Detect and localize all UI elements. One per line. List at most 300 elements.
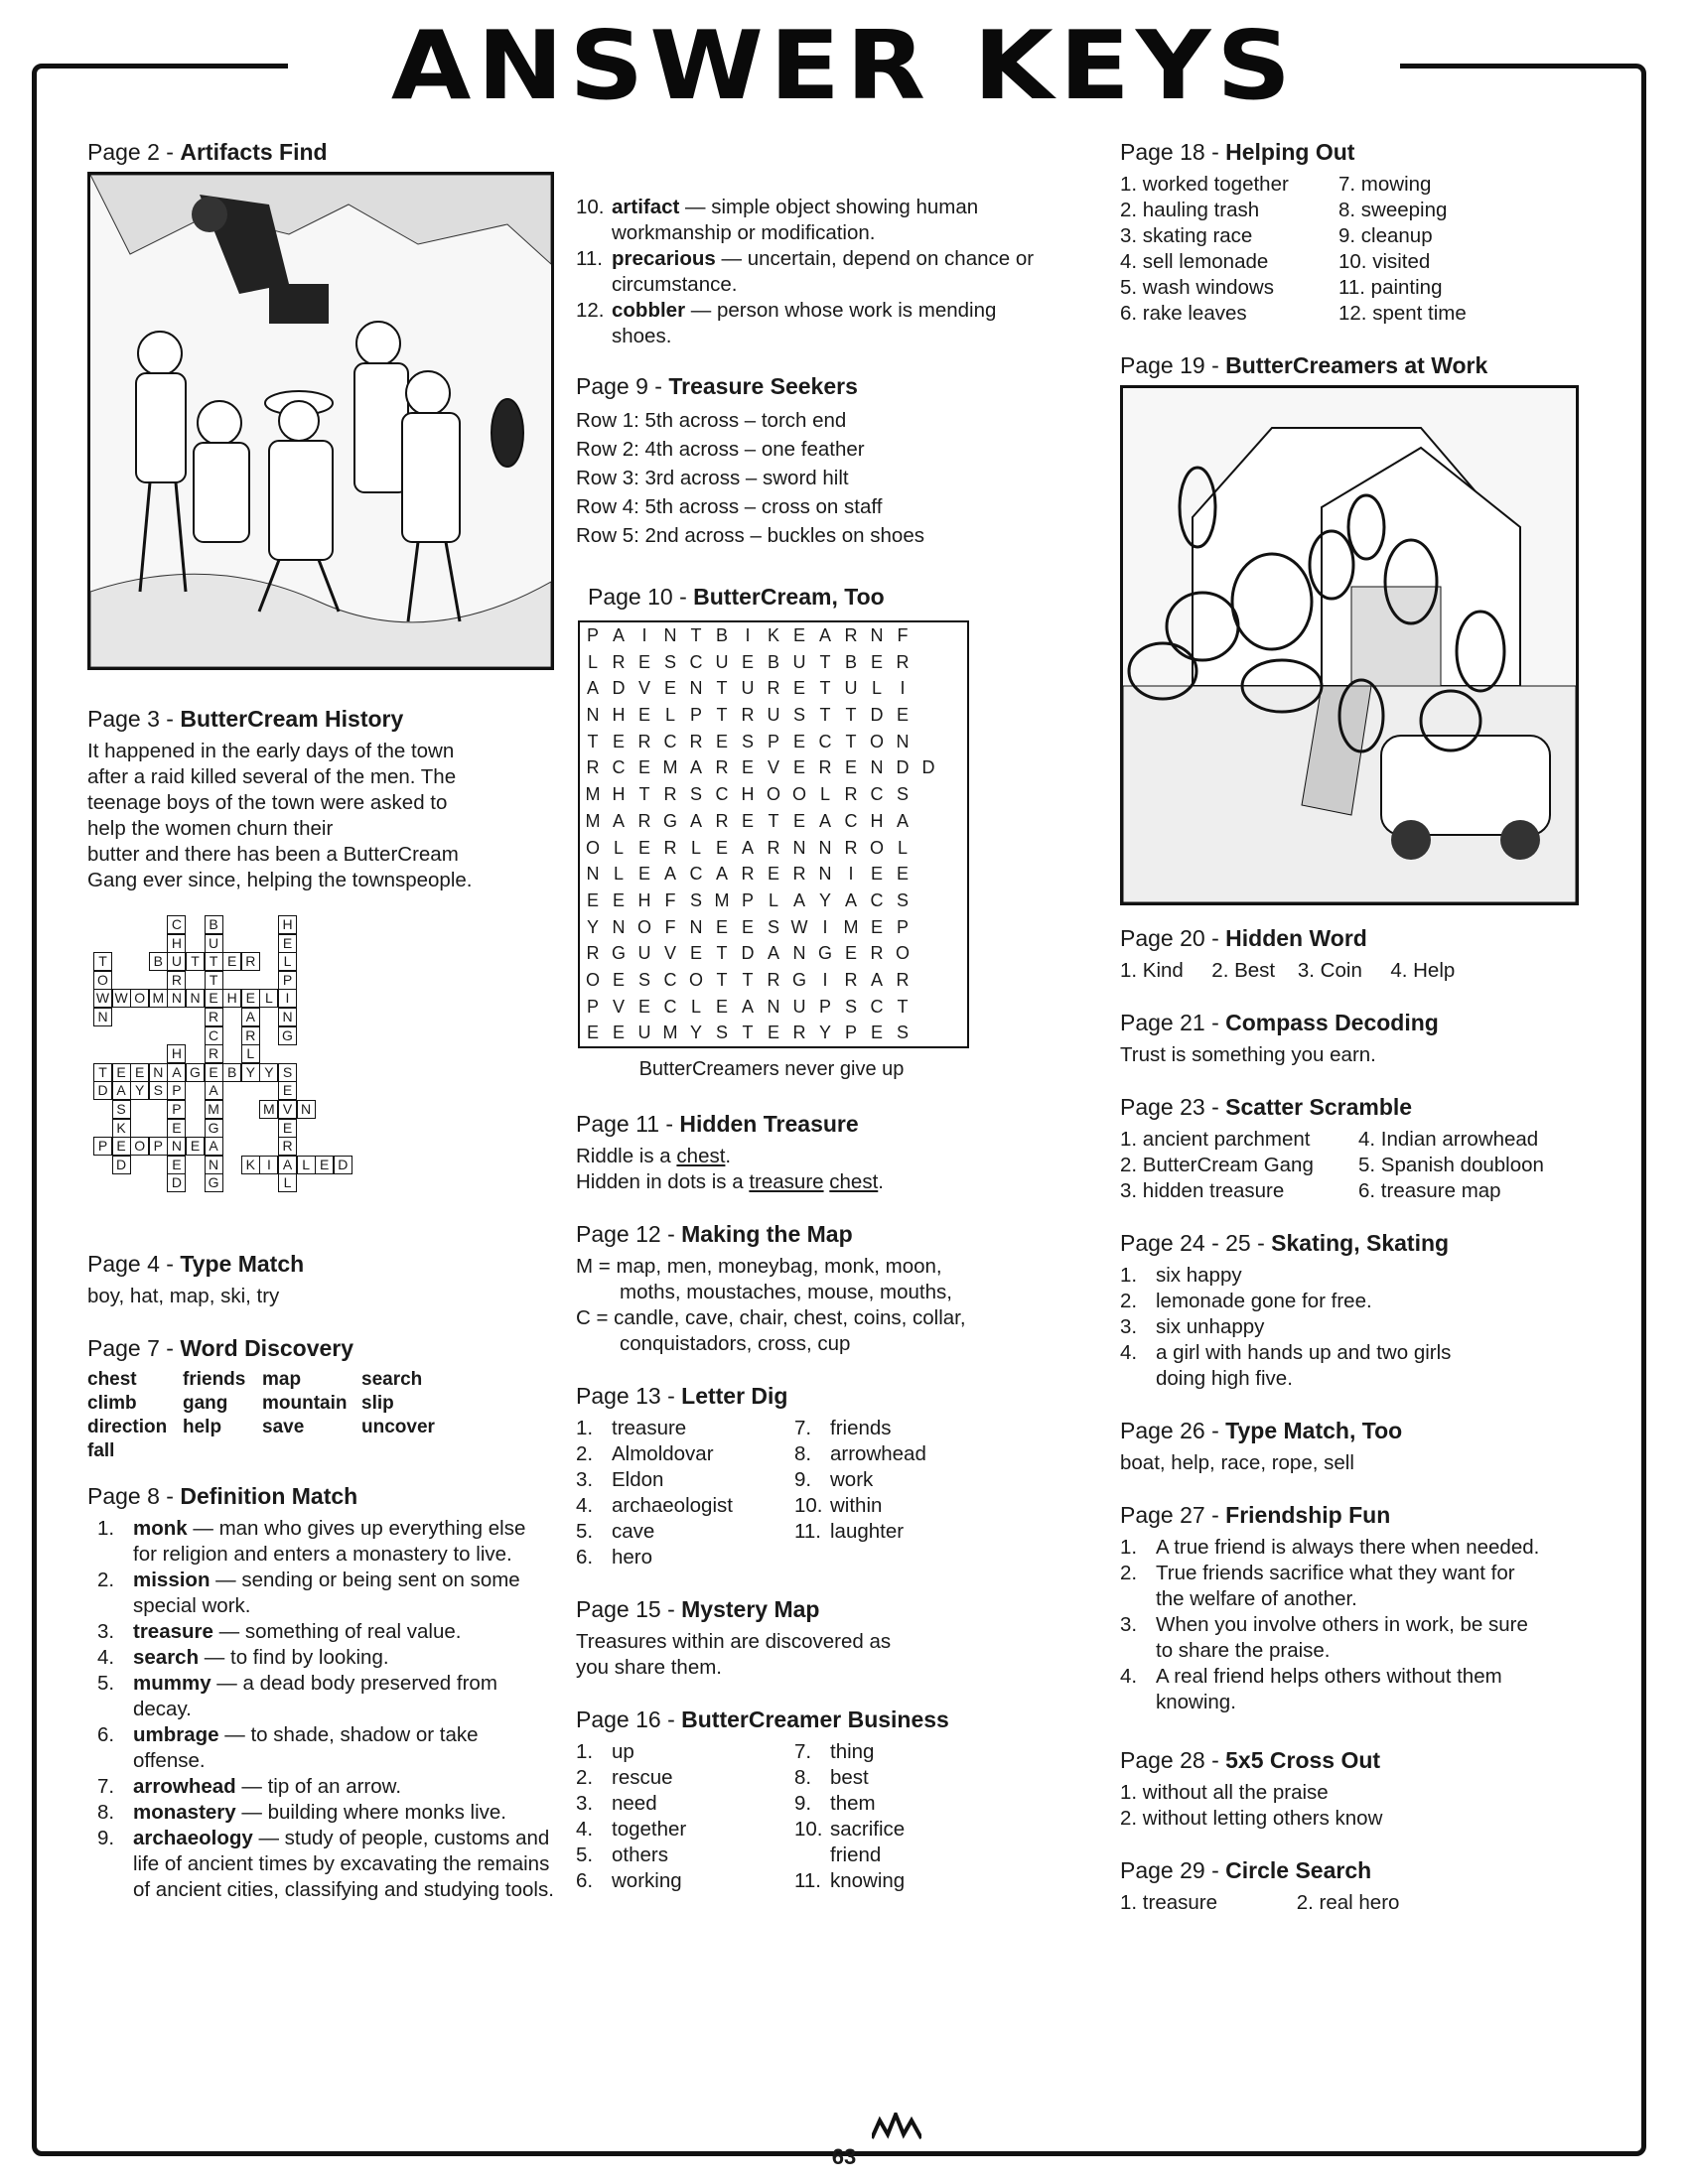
- wordsearch-letter: [941, 729, 967, 755]
- wordsearch-letter: A: [715, 864, 728, 885]
- crossword-answer-grid: [93, 915, 439, 1233]
- definition-item: [97, 1800, 554, 1826]
- wordsearch-letter: E: [637, 651, 650, 672]
- wordsearch-letter: R: [844, 625, 858, 645]
- crossword-cell: N: [205, 1156, 223, 1174]
- crossword-cell: T: [93, 952, 112, 971]
- item-number: 1.: [576, 1740, 594, 1763]
- list-item: [794, 1765, 1043, 1791]
- wordsearch-letter: E: [870, 864, 883, 885]
- wordsearch-letter: C: [844, 810, 858, 831]
- wordsearch-letter: [941, 702, 967, 729]
- wordsearch-letter: L: [819, 784, 830, 805]
- wordsearch-letter: E: [663, 678, 676, 699]
- list-item: [794, 1416, 1043, 1441]
- list-item: [794, 1519, 1043, 1545]
- wordsearch-letter: D: [896, 757, 910, 778]
- crossword-cell: I: [278, 989, 297, 1008]
- item-text: arrowhead — tip of an arrow.: [133, 1775, 402, 1798]
- list-item: [576, 1493, 794, 1519]
- wordsearch-letter: O: [766, 784, 780, 805]
- item-text: artifact — simple object showing human workmanship or modification.: [612, 196, 979, 244]
- section-page-15: [576, 1596, 1043, 1681]
- wordsearch-letter: A: [792, 889, 805, 910]
- section-title: Page 12 - Making the Map: [576, 1221, 853, 1247]
- wordsearch-letter: H: [612, 784, 626, 805]
- crossword-cell: R: [278, 1137, 297, 1156]
- item-text: six happy: [1156, 1264, 1242, 1287]
- crossword-cell: L: [278, 952, 297, 971]
- wordsearch-letter: C: [715, 784, 729, 805]
- wordsearch-letter: Y: [689, 1023, 702, 1043]
- wordsearch-letter: L: [871, 678, 882, 699]
- wordsearch-letter: A: [818, 810, 831, 831]
- history-line: butter and there has been a ButterCream: [87, 843, 459, 866]
- wordsearch-letter: S: [896, 1023, 909, 1043]
- wordsearch-letter: T: [819, 651, 831, 672]
- wordsearch-letter: E: [637, 705, 650, 726]
- wordsearch-letter: M: [585, 784, 601, 805]
- wordsearch-letter: O: [791, 784, 806, 805]
- crossword-cell: A: [205, 1137, 223, 1156]
- word: save: [262, 1417, 305, 1437]
- crossword-cell: Y: [259, 1063, 278, 1082]
- wordsearch-letter: E: [586, 1023, 599, 1043]
- item-text: lemonade gone for free.: [1156, 1290, 1372, 1312]
- artifacts-find-illustration: [87, 172, 554, 670]
- wordsearch-letter: G: [791, 969, 806, 990]
- item-number: 9.: [97, 1827, 115, 1849]
- crossword-cell: N: [186, 989, 205, 1008]
- crossword-cell: N: [93, 1008, 112, 1026]
- list-item: [794, 1467, 1043, 1493]
- list-item: [576, 1843, 794, 1868]
- wordsearch-letter: E: [741, 916, 754, 937]
- wordsearch-letter: N: [612, 916, 626, 937]
- crossword-cell: R: [241, 952, 260, 971]
- item-number: 5.: [576, 1520, 594, 1543]
- list-item: 3. skating race: [1120, 224, 1253, 247]
- list-column: [794, 1739, 1043, 1894]
- list-column: [794, 1416, 1043, 1570]
- wordsearch-letter: C: [870, 889, 884, 910]
- crossword-cell: D: [93, 1081, 112, 1100]
- word: search: [361, 1369, 423, 1390]
- list-item: [1120, 1340, 1477, 1392]
- wordsearch-letter: O: [869, 731, 884, 751]
- wordsearch-letter: S: [792, 705, 805, 726]
- list-column: [1358, 1127, 1636, 1204]
- wordsearch-letter: R: [792, 864, 806, 885]
- column-middle: [576, 195, 1043, 1920]
- wordsearch-letter: R: [818, 757, 832, 778]
- crossword-cell: E: [167, 1156, 186, 1174]
- wordsearch-letter: F: [664, 916, 676, 937]
- item-text: mummy — a dead body preserved from decay.: [133, 1672, 497, 1720]
- column-left: [87, 139, 554, 1929]
- crossword-cell: E: [186, 1137, 205, 1156]
- wordsearch-letter: A: [612, 625, 625, 645]
- crossword-cell: D: [112, 1156, 131, 1174]
- wordsearch-letter: E: [870, 651, 883, 672]
- crossword-cell: E: [278, 934, 297, 953]
- wordsearch-letter: R: [767, 678, 780, 699]
- crossword-cell: E: [112, 1137, 131, 1156]
- crossword-cell: B: [205, 915, 223, 934]
- wordsearch-letter: T: [845, 731, 857, 751]
- wordsearch-letter: F: [664, 889, 676, 910]
- section-title: Page 26 - Type Match, Too: [1120, 1418, 1403, 1443]
- crossword-cell: W: [112, 989, 131, 1008]
- item-text: best: [830, 1766, 869, 1789]
- item-number: 5.: [97, 1672, 115, 1695]
- item-text: six unhappy: [1156, 1315, 1265, 1338]
- wordsearch-letter: D: [870, 705, 884, 726]
- item-text: working: [612, 1869, 682, 1892]
- scatter-scramble-list: [1120, 1127, 1636, 1204]
- word: uncover: [361, 1417, 435, 1437]
- wordsearch-letter: C: [870, 996, 884, 1017]
- crossword-cell: E: [167, 1119, 186, 1138]
- word: climb: [87, 1393, 137, 1414]
- wordsearch-letter: V: [663, 943, 676, 964]
- wordsearch-letter: [915, 940, 941, 967]
- list-item: [794, 1739, 1043, 1765]
- wordsearch-letter: E: [715, 731, 728, 751]
- wordsearch-letter: S: [767, 916, 779, 937]
- wordsearch-letter: E: [870, 1023, 883, 1043]
- wordsearch-letter: E: [741, 757, 754, 778]
- wordsearch-letter: R: [741, 705, 755, 726]
- crossword-cell: P: [278, 971, 297, 990]
- wordsearch-letter: N: [792, 943, 806, 964]
- crossword-cell: N: [297, 1100, 316, 1119]
- wordsearch-letter: L: [768, 889, 778, 910]
- section-page-26: [1120, 1418, 1636, 1476]
- wordsearch-letter: N: [586, 864, 600, 885]
- section-page-16: [576, 1706, 1043, 1894]
- wordsearch-letter: S: [741, 731, 754, 751]
- wordsearch-letter: N: [663, 625, 677, 645]
- wordsearch-letter: D: [921, 757, 935, 778]
- wordsearch-letter: O: [585, 969, 600, 990]
- crossword-cell: M: [205, 1100, 223, 1119]
- crossword-cell: N: [167, 989, 186, 1008]
- definition-item: [97, 1645, 554, 1671]
- wordsearch-letter: A: [586, 678, 599, 699]
- crossword-cell: R: [205, 1008, 223, 1026]
- wordsearch-letter: [915, 808, 941, 835]
- section-page-13: [576, 1383, 1043, 1570]
- wordsearch-letter: U: [792, 996, 806, 1017]
- item-number: 8.: [794, 1766, 812, 1789]
- wordsearch-letter: T: [587, 731, 599, 751]
- list-item: [576, 1467, 794, 1493]
- section-title: Page 8 - Definition Match: [87, 1483, 358, 1509]
- crossword-cell: H: [222, 989, 241, 1008]
- wordsearch-letter: R: [844, 969, 858, 990]
- wordsearch-letter: N: [870, 757, 884, 778]
- crossword-cell: K: [241, 1156, 260, 1174]
- list-item: 2. ButterCream Gang: [1120, 1154, 1314, 1176]
- wordsearch-letter: [941, 914, 967, 941]
- crossword-cell: A: [205, 1081, 223, 1100]
- wordsearch-letter: E: [715, 996, 728, 1017]
- wordsearch-letter: A: [741, 996, 754, 1017]
- word-discovery-list: [87, 1368, 554, 1463]
- item-number: 12.: [576, 299, 605, 322]
- item-number: [794, 1843, 830, 1868]
- word: fall: [87, 1440, 115, 1461]
- wordsearch-letter: T: [819, 678, 831, 699]
- item-text: archaeologist: [612, 1494, 733, 1517]
- wordsearch-letter: E: [767, 864, 779, 885]
- wordsearch-letter: B: [715, 625, 728, 645]
- crossword-cell: Y: [130, 1081, 149, 1100]
- wordsearch-letter: [915, 1020, 941, 1046]
- wordsearch-letter: [915, 781, 941, 808]
- item-text: knowing: [830, 1869, 906, 1892]
- wordsearch-letter: [915, 835, 941, 862]
- wordsearch-letter: E: [689, 943, 702, 964]
- item-text: cobbler — person whose work is mending shoes.: [612, 299, 997, 347]
- compass-decoding-answer: Trust is something you earn.: [1120, 1043, 1376, 1066]
- wordsearch-letter: P: [741, 889, 754, 910]
- list-item: 4. Indian arrowhead: [1358, 1128, 1539, 1151]
- list-item: 5. Spanish doubloon: [1358, 1154, 1544, 1176]
- wordsearch-letter: E: [715, 837, 728, 858]
- wordsearch-letter: W: [790, 916, 808, 937]
- wordsearch-letter: P: [818, 996, 831, 1017]
- wordsearch-letter: R: [689, 731, 703, 751]
- wordsearch-letter: E: [792, 757, 805, 778]
- section-page-8-continued: [576, 195, 1043, 349]
- list-item: [576, 1791, 794, 1817]
- wordsearch-letter: M: [843, 916, 859, 937]
- item-number: 8.: [794, 1442, 812, 1465]
- wordsearch-letter: R: [844, 784, 858, 805]
- list-item: [576, 1416, 794, 1441]
- item-number: 8.: [97, 1801, 115, 1824]
- crossword-cell: G: [205, 1173, 223, 1192]
- item-number: 2.: [1120, 1290, 1138, 1312]
- wordsearch-letter: C: [689, 651, 703, 672]
- wordsearch-letter: [915, 702, 941, 729]
- section-title: Page 18 - Helping Out: [1120, 139, 1355, 165]
- wordsearch-letter: U: [767, 705, 780, 726]
- wordsearch-letter: P: [586, 996, 599, 1017]
- wordsearch-letter: U: [792, 651, 806, 672]
- wordsearch-letter: M: [585, 810, 601, 831]
- list-item: [1120, 1314, 1477, 1340]
- item-text: hero: [612, 1546, 653, 1569]
- item-text: friends: [830, 1417, 892, 1439]
- making-map-answer: M = map, men, moneybag, monk, moon, moths, moustaches, mouse, mouths, C = candle, cave, chair, chest, coins, collar, conquistadors, cross, cup: [576, 1255, 966, 1355]
- list-item: 1. worked together: [1120, 173, 1289, 196]
- wordsearch-letter: [915, 622, 941, 649]
- crossword-cell: R: [167, 971, 186, 990]
- item-number: 9.: [794, 1468, 812, 1491]
- wordsearch-letter: P: [586, 625, 599, 645]
- crossword-cell: H: [167, 934, 186, 953]
- list-item: [794, 1868, 1043, 1894]
- section-page-29: [1120, 1857, 1636, 1916]
- wordsearch-letter: R: [896, 651, 910, 672]
- row-answer: Row 1: 5th across – torch end: [576, 409, 847, 432]
- item-text: work: [830, 1468, 874, 1491]
- crossword-cell: N: [149, 1063, 168, 1082]
- item-text: A real friend helps others without them knowing.: [1156, 1665, 1502, 1713]
- wordsearch-letter: C: [663, 996, 677, 1017]
- item-number: 6.: [576, 1869, 594, 1892]
- wordsearch-letter: D: [741, 943, 755, 964]
- wordsearch-letter: [941, 622, 967, 649]
- wordsearch-letter: V: [612, 996, 625, 1017]
- item-text: together: [612, 1818, 687, 1841]
- item-number: 11.: [794, 1520, 821, 1543]
- wordsearch-letter: S: [663, 651, 676, 672]
- wordsearch-letter: [941, 808, 967, 835]
- wordsearch-letter: L: [690, 996, 701, 1017]
- word: slip: [361, 1393, 394, 1414]
- item-number: 1.: [1120, 1536, 1138, 1559]
- treasure-seekers-rows: [576, 406, 1043, 550]
- crossword-cell: E: [112, 1063, 131, 1082]
- crossword-cell: K: [112, 1119, 131, 1138]
- item-text: monastery — building where monks live.: [133, 1801, 507, 1824]
- list-item: [576, 1739, 794, 1765]
- wordsearch-letter: D: [612, 678, 626, 699]
- section-title: Page 27 - Friendship Fun: [1120, 1502, 1391, 1528]
- definition-list: [87, 1516, 554, 1903]
- wordsearch-letter: T: [716, 969, 728, 990]
- crossword-cell: T: [205, 952, 223, 971]
- wordsearch-letter: [941, 994, 967, 1021]
- mystery-map-answer: Treasures within are discovered as you share them.: [576, 1630, 892, 1679]
- wordsearch-letter: I: [822, 969, 828, 990]
- crossword-cell: E: [278, 1119, 297, 1138]
- wordsearch-letter: L: [690, 837, 701, 858]
- word: help: [183, 1417, 222, 1437]
- wordsearch-letter: [915, 675, 941, 702]
- wordsearch-letter: [915, 649, 941, 676]
- crossword-cell: E: [315, 1156, 334, 1174]
- letter-dig-list: [576, 1416, 1043, 1570]
- list-column: [1120, 1127, 1358, 1204]
- list-item: [576, 1817, 794, 1843]
- list-item: [794, 1791, 1043, 1817]
- wordsearch-letter: S: [715, 1023, 728, 1043]
- wordsearch-letter: T: [845, 705, 857, 726]
- item-text: within: [830, 1494, 883, 1517]
- wordsearch-letter: S: [689, 889, 702, 910]
- list-item: 8. sweeping: [1338, 199, 1448, 221]
- wordsearch-letter: E: [637, 996, 650, 1017]
- wordsearch-letter: E: [792, 731, 805, 751]
- crossword-cell: E: [241, 989, 260, 1008]
- word: gang: [183, 1393, 228, 1414]
- item-number: 10.: [794, 1818, 823, 1841]
- wordsearch-letter: V: [637, 678, 650, 699]
- item-text: others: [612, 1843, 668, 1866]
- wordsearch-letter: C: [870, 784, 884, 805]
- list-item: [1120, 1561, 1547, 1612]
- wordsearch-letter: E: [715, 916, 728, 937]
- item-number: 4.: [576, 1494, 594, 1517]
- definition-item: [576, 195, 1043, 246]
- item-text: mission — sending or being sent on some special work.: [133, 1569, 520, 1617]
- wordsearch-letter: N: [689, 678, 703, 699]
- item-number: 1.: [97, 1517, 115, 1540]
- section-title: Page 23 - Scatter Scramble: [1120, 1094, 1413, 1120]
- item-text: search — to find by looking.: [133, 1646, 389, 1669]
- item-number: 11.: [794, 1869, 821, 1892]
- wordsearch-letter: [941, 887, 967, 914]
- wordsearch-letter: R: [663, 837, 677, 858]
- crossword-cell: D: [334, 1156, 352, 1174]
- wordsearch-letter: S: [637, 969, 650, 990]
- item-text: laughter: [830, 1520, 905, 1543]
- list-item: 7. mowing: [1338, 173, 1432, 196]
- wordsearch-letter: E: [844, 757, 857, 778]
- list-column: [1120, 172, 1338, 327]
- page-title: ANSWER KEYS: [390, 9, 1298, 122]
- section-page-11: [576, 1111, 1043, 1195]
- crossword-cell: M: [259, 1100, 278, 1119]
- wordsearch-letter: R: [663, 784, 677, 805]
- wordsearch-grid: [578, 620, 969, 1048]
- wordsearch-letter: A: [870, 969, 883, 990]
- list-item: 9. cleanup: [1338, 224, 1433, 247]
- wordsearch-letter: E: [870, 916, 883, 937]
- wordsearch-letter: [915, 887, 941, 914]
- wordsearch-letter: S: [689, 784, 702, 805]
- crossword-cell: I: [259, 1156, 278, 1174]
- wordsearch-letter: A: [767, 943, 779, 964]
- wordsearch-letter: A: [896, 810, 909, 831]
- item-text: rescue: [612, 1766, 673, 1789]
- item-text: Eldon: [612, 1468, 664, 1491]
- section-title: Page 29 - Circle Search: [1120, 1857, 1372, 1883]
- definition-item: [97, 1722, 554, 1774]
- item-text: treasure — something of real value.: [133, 1620, 462, 1643]
- item-text: arrowhead: [830, 1442, 926, 1465]
- friendship-fun-list: [1120, 1535, 1547, 1715]
- crossword-cell: G: [186, 1063, 205, 1082]
- wordsearch-letter: T: [690, 625, 702, 645]
- column-right: [1120, 139, 1636, 1942]
- wordsearch-letter: C: [689, 864, 703, 885]
- wordsearch-letter: A: [689, 757, 702, 778]
- word: direction: [87, 1417, 168, 1437]
- circle-search-answer: 1. treasure 2. real hero: [1120, 1891, 1400, 1914]
- section-title: Page 19 - ButterCreamers at Work: [1120, 352, 1488, 378]
- wordsearch-letter: [941, 754, 967, 781]
- wordsearch-letter: N: [818, 837, 832, 858]
- wordsearch-letter: E: [844, 943, 857, 964]
- crossword-cell: P: [167, 1081, 186, 1100]
- item-number: 3.: [576, 1468, 594, 1491]
- crossword-cell: O: [130, 1137, 149, 1156]
- wordsearch-letter: I: [848, 864, 854, 885]
- wordsearch-letter: H: [637, 889, 651, 910]
- item-text: sacrifice: [830, 1818, 906, 1841]
- wordsearch-letter: I: [745, 625, 751, 645]
- wordsearch-letter: Y: [818, 889, 831, 910]
- list-column: [1338, 172, 1636, 327]
- crossword-cell: E: [205, 1063, 223, 1082]
- wordsearch-letter: [915, 994, 941, 1021]
